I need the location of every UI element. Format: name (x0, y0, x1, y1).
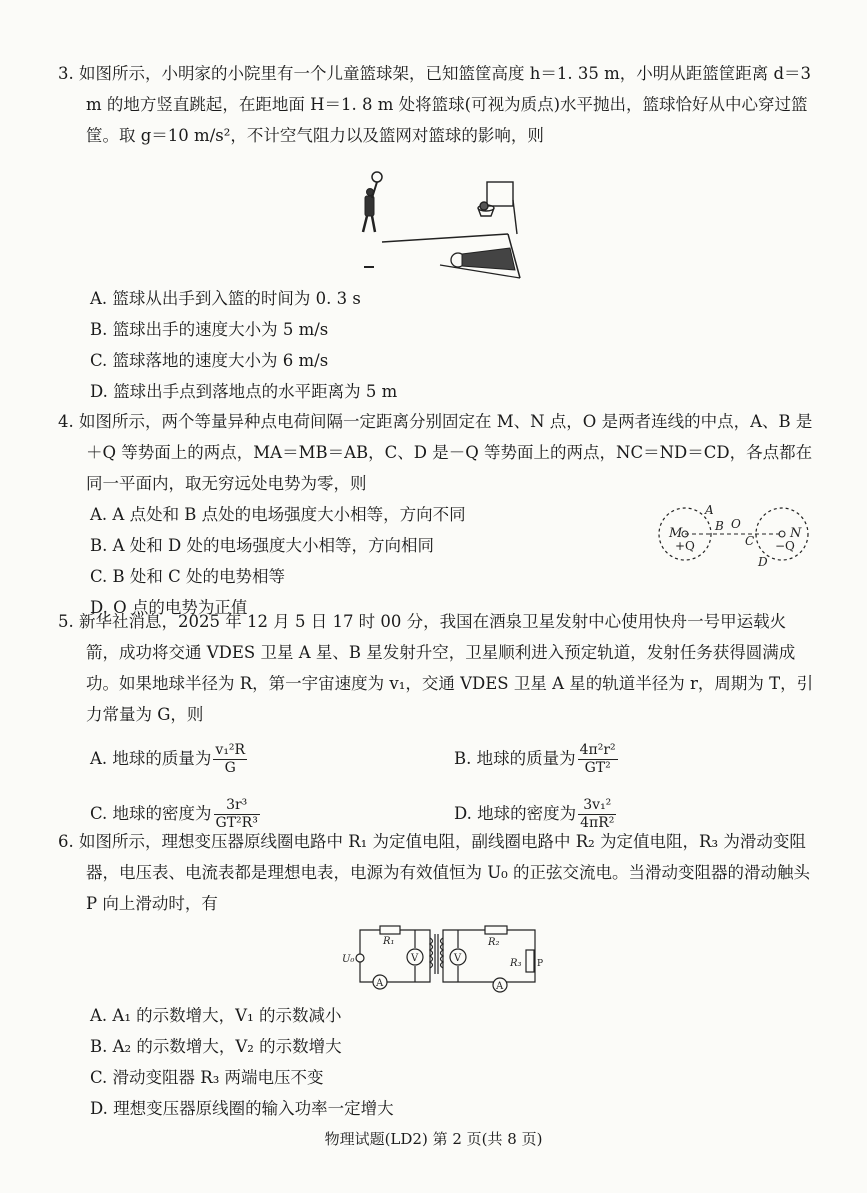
question-6-options (58, 1000, 818, 1124)
q4-option-b[interactable]: B. A 处和 D 处的电场强度大小相等，方向相同 (90, 536, 434, 555)
label-N: N (790, 526, 802, 541)
label-r3: R₃ (510, 958, 522, 969)
label-C: C (745, 534, 755, 548)
label-p: P (537, 959, 544, 969)
question-6-stem: 6. 如图所示，理想变压器原线圈电路中 R₁ 为定值电阻，副线圈电路中 R₂ 为定值电阻，R₃ 为滑动变阻器，电压表、电流表都是理想电表，电源为有效值恒为 U₀ 的正弦交流电。当滑动变阻器的滑动触头 P 向上滑动时，有 (58, 832, 811, 913)
label-O: O (731, 517, 741, 531)
transformer-circuit-figure (340, 918, 550, 998)
q6-option-b[interactable]: B. A₂ 的示数增大，V₂ 的示数增大 (90, 1037, 342, 1056)
question-3 (58, 58, 818, 151)
charges-figure (655, 500, 820, 572)
question-6 (58, 826, 818, 919)
boy-figure (363, 172, 382, 232)
q3-option-a[interactable]: A. 篮球从出手到入篮的时间为 0. 3 s (90, 289, 361, 308)
hoop-stand (478, 182, 517, 234)
page-footer: 物理试题(LD2) 第 2 页(共 8 页) (324, 1130, 543, 1148)
q6-option-c[interactable]: C. 滑动变阻器 R₃ 两端电压不变 (90, 1068, 324, 1087)
label-M: M (669, 526, 683, 541)
label-r2: R₂ (488, 937, 500, 948)
question-4-stem: 4. 如图所示，两个等量异种点电荷间隔一定距离分别固定在 M、N 点，O 是两者连线的中点，A、B 是＋Q 等势面上的两点，MA＝MB＝AB，C、D 是－Q 等势面上的两点，NC＝ND＝CD，各点都在同一平面内，取无穷远处电势为零，则 (58, 412, 813, 493)
label-plus-q: +Q (675, 539, 695, 553)
label-v1: V (411, 953, 419, 964)
label-r1: R₁ (383, 936, 395, 947)
q6-option-a[interactable]: A. A₁ 的示数增大，V₁ 的示数减小 (90, 1006, 342, 1025)
label-a1: A (376, 978, 384, 989)
q5-option-d[interactable]: D. 地球的密度为 $\frac{\text{3v₁²}}{\text{4πR²}}$ (454, 797, 615, 831)
label-v2: V (454, 953, 462, 964)
label-D: D (758, 555, 768, 569)
question-5-stem: 5. 新华社消息，2025 年 12 月 5 日 17 时 00 分，我国在酒泉卫星发射中心使用快舟一号甲运载火箭，成功将交通 VDES 卫星 A 星、B 星发射升空，卫星顺利进入预定轨道，发射任务获得圆满成功。如果地球半径为 R，第一宇宙速度为 v₁，交通 VDES 卫星 A 星的轨道半径为 r，周期为 T，引力常量为 G，则 (58, 612, 814, 724)
q3-option-b[interactable]: B. 篮球出手的速度大小为 5 m/s (90, 320, 329, 339)
q4-option-c[interactable]: C. B 处和 C 处的电势相等 (90, 567, 286, 586)
label-A: A (705, 503, 714, 517)
q5-option-a[interactable]: A. 地球的质量为 $\frac{\text{v₁²R}}{G}$ (90, 742, 246, 776)
q3-option-c[interactable]: C. 篮球落地的速度大小为 6 m/s (90, 351, 329, 370)
label-minus-q: −Q (775, 539, 795, 553)
q5-option-c[interactable]: C. 地球的密度为 $\frac{\text{3r³}}{\text{GT²R³}}$ (90, 797, 258, 831)
q4-option-d[interactable]: D. O 点的电势为正值 (90, 598, 248, 617)
basketball-figure (350, 170, 530, 285)
question-3-stem: 3. 如图所示，小明家的小院里有一个儿童篮球架，已知篮筐高度 h＝1. 35 m，小明从距篮筐距离 d＝3 m 的地方竖直跳起，在距地面 H＝1. 8 m 处将篮球(可视为质点)水平抛出，篮球恰好从中心穿过篮筐。取 g＝10 m/s²，不计空气阻力以及篮网对篮球的影响，则 (58, 64, 812, 145)
q4-option-a[interactable]: A. A 点处和 B 点处的电场强度大小相等，方向不同 (90, 505, 466, 524)
label-a2: A (496, 981, 504, 992)
q6-option-d[interactable]: D. 理想变压器原线圈的输入功率一定增大 (90, 1099, 394, 1118)
q3-option-d[interactable]: D. 篮球出手点到落地点的水平距离为 5 m (90, 382, 398, 401)
question-3-options (58, 283, 818, 407)
label-u0: U₀ (342, 954, 355, 965)
q5-option-b[interactable]: B. 地球的质量为 $\frac{\text{4π²r²}}{\text{GT²}}$ (454, 742, 616, 776)
label-B: B (715, 519, 724, 533)
question-5 (58, 606, 818, 832)
